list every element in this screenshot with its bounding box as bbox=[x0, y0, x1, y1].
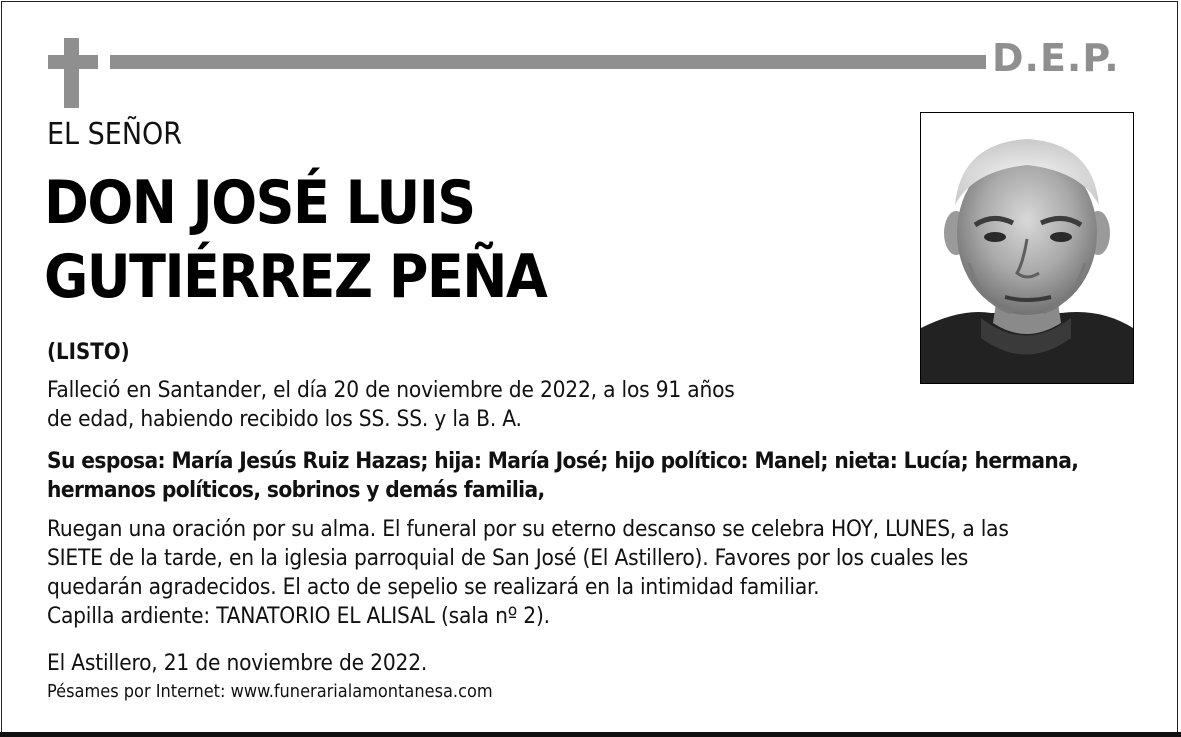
funeral-line-2: SIETE de la tarde, en la iglesia parroquial de San José (El Astillero). Favores por los cuales les bbox=[47, 545, 969, 571]
nickname: (LISTO) bbox=[47, 340, 130, 365]
family-line-1: Su esposa: María Jesús Ruiz Hazas; hija: María José; hijo político: Manel; nieta: Lucía; hermana, bbox=[47, 448, 1079, 474]
death-line-2: de edad, habiendo recibido los SS. SS. y la B. A. bbox=[47, 406, 522, 432]
portrait-photo bbox=[920, 112, 1134, 384]
death-paragraph bbox=[47, 376, 735, 434]
honorific: EL SEÑOR bbox=[47, 117, 183, 152]
dep-label: D.E.P. bbox=[992, 36, 1120, 80]
header-rule bbox=[110, 55, 986, 69]
funeral-line-4: Capilla ardiente: TANATORIO EL ALISAL (sala nº 2). bbox=[47, 603, 550, 629]
death-line-1: Falleció en Santander, el día 20 de noviembre de 2022, a los 91 años bbox=[47, 377, 735, 403]
family-paragraph bbox=[47, 447, 1078, 505]
family-line-2: hermanos políticos, sobrinos y demás familia, bbox=[47, 477, 545, 503]
funeral-line-3: quedarán agradecidos. El acto de sepelio se realizará en la intimidad familiar. bbox=[47, 574, 820, 600]
name-line-1: DON JOSÉ LUIS bbox=[44, 168, 475, 238]
funeral-line-1: Ruegan una oración por su alma. El funeral por su eterno descanso se celebra HOY, LUNES, a las bbox=[47, 516, 1009, 542]
condolences-line: Pésames por Internet: www.funerarialamontanesa.com bbox=[47, 681, 493, 702]
bottom-rule bbox=[0, 732, 1181, 737]
portrait-image bbox=[921, 113, 1133, 383]
deceased-name bbox=[44, 166, 546, 314]
funeral-paragraph bbox=[47, 515, 1009, 631]
name-line-2: GUTIÉRREZ PEÑA bbox=[44, 242, 547, 312]
place-date: El Astillero, 21 de noviembre de 2022. bbox=[47, 650, 428, 676]
